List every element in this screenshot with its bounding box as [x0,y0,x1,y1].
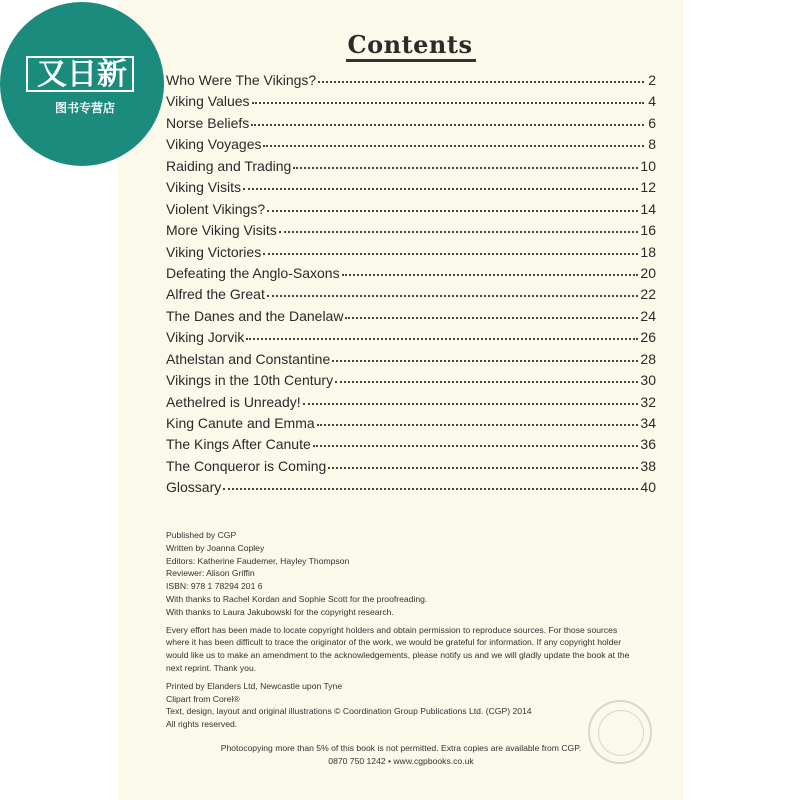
toc-leader-dots [313,445,639,447]
page-title: Contents [347,30,473,59]
toc-entry-page: 14 [640,200,656,217]
printing-line: Text, design, layout and original illustrations © Coordination Group Publications Ltd. (CGP) 2014 [166,706,532,717]
logo-subtitle: 图书专营店 [54,101,115,115]
toc-leader-dots [332,360,638,362]
toc-entry-page: 4 [648,93,656,110]
toc-entry-page: 24 [640,307,656,324]
toc-entry-page: 32 [640,393,656,410]
contact-line: 0870 750 1242 • www.cgpbooks.co.uk [328,756,474,766]
toc-entry-page: 40 [640,479,656,496]
credit-line: ISBN: 978 1 78294 201 6 [166,581,263,592]
logo-name: 又日新 [37,57,127,92]
toc-entry-page: 6 [648,114,656,131]
toc-leader-dots [335,381,638,383]
toc-entry-page: 8 [648,136,656,153]
toc-leader-dots [342,274,639,276]
toc-entry [166,351,656,372]
toc-entry [166,158,656,179]
publication-info [166,529,656,736]
credits-block [166,529,656,619]
toc-entry-page: 10 [640,157,656,174]
toc-entry-page: 22 [640,286,656,303]
toc-entry-title: The Conqueror is Coming [166,457,327,474]
watermark-stamp-inner [598,710,644,756]
toc-leader-dots [263,145,644,147]
toc-leader-dots [243,188,638,190]
toc-entry [166,222,656,243]
toc-entry-title: The Danes and the Danelaw [166,307,344,324]
credit-line: Reviewer: Alison Griffin [166,568,255,579]
toc-entry [166,286,656,307]
toc-entry-page: 28 [640,350,656,367]
notice-line: would like us to make an amendment to the acknowledgements, please notify us and we will gladly update the book at the [166,650,630,661]
toc-entry [166,308,656,329]
toc-entry-title: Alfred the Great [166,286,265,303]
toc-leader-dots [293,167,638,169]
toc-entry-title: Viking Voyages [166,136,262,153]
notice-line: where it has been difficult to trace the originator of the work, we would be grateful for information. If any copyright holder [166,637,622,648]
toc-entry-title: Viking Values [166,93,250,110]
toc-leader-dots [328,467,638,469]
toc-entry [166,394,656,415]
toc-entry [166,329,656,350]
toc-entry [166,458,656,479]
toc-entry-page: 26 [640,329,656,346]
toc-entry-title: Raiding and Trading [166,157,292,174]
credit-line: Written by Joanna Copley [166,542,265,553]
title-underline [346,59,476,62]
toc-entry-title: The Kings After Canute [166,436,311,453]
toc-entry [166,201,656,222]
toc-entry-page: 20 [640,264,656,281]
toc-leader-dots [223,488,638,490]
store-logo [0,2,164,166]
credit-line: Published by CGP [166,530,237,540]
toc-entry [166,115,656,136]
toc-entry-title: Who Were The Vikings? [166,72,317,88]
toc-leader-dots [246,338,638,340]
printing-info [166,680,656,731]
toc-entry-page: 12 [640,179,656,196]
toc-entry-title: Viking Visits [166,179,241,196]
toc-entry [166,179,656,200]
toc-entry-title: King Canute and Emma [166,415,315,431]
toc-leader-dots [251,124,644,126]
toc-entry-page: 2 [648,72,656,88]
notice-line: next reprint. Thank you. [166,662,257,673]
toc-leader-dots [252,102,644,104]
toc-entry [166,136,656,157]
toc-entry-title: Athelstan and Constantine [166,350,331,367]
toc-entry [166,372,656,393]
toc-leader-dots [267,295,639,297]
toc-entry [166,479,656,500]
credit-line: Editors: Katherine Faudemer, Hayley Thompson [166,555,350,566]
toc-leader-dots [318,81,644,83]
toc-entry-title: Glossary [166,479,222,496]
toc-leader-dots [303,403,639,405]
toc-entry [166,265,656,286]
toc-entry [166,72,656,93]
toc-entry-page: 16 [640,222,656,239]
toc-leader-dots [267,210,638,212]
toc-entry-page: 34 [640,415,656,431]
toc-leader-dots [279,231,639,233]
toc-leader-dots [345,317,638,319]
watermark-stamp [588,700,652,764]
toc-entry [166,93,656,114]
toc-entry-page: 30 [640,372,656,389]
toc-entry-title: More Viking Visits [166,222,277,239]
notice-line: Every effort has been made to locate copyright holders and obtain permission to reproduce sources. For those sources [166,624,618,635]
toc-leader-dots [263,253,638,255]
toc-leader-dots [317,424,639,426]
photocopy-notice: Photocopying more than 5% of this book is not permitted. Extra copies are available from CGP. [220,743,582,753]
toc-entry-title: Violent Vikings? [166,200,266,217]
toc-entry-title: Defeating the Anglo-Saxons [166,264,340,281]
toc-entry-page: 36 [640,436,656,453]
toc-entry-page: 18 [640,243,656,260]
printing-line: Clipart from Corel® [166,693,240,704]
table-of-contents [166,72,656,501]
toc-entry-title: Viking Victories [166,243,262,260]
toc-entry-title: Norse Beliefs [166,114,250,131]
toc-entry [166,244,656,265]
toc-entry-page: 38 [640,457,656,474]
credit-line: With thanks to Rachel Kordan and Sophie Scott for the proofreading. [166,593,428,604]
printing-line: All rights reserved. [166,719,238,730]
toc-entry-title: Viking Jorvik [166,329,245,346]
printing-line: Printed by Elanders Ltd, Newcastle upon Tyne [166,680,343,691]
copyright-notice [166,624,656,675]
toc-entry [166,436,656,457]
toc-entry-title: Aethelred is Unready! [166,393,301,410]
credit-line: With thanks to Laura Jakubowski for the copyright research. [166,606,394,617]
toc-entry-title: Vikings in the 10th Century [166,372,334,389]
toc-entry [166,415,656,436]
